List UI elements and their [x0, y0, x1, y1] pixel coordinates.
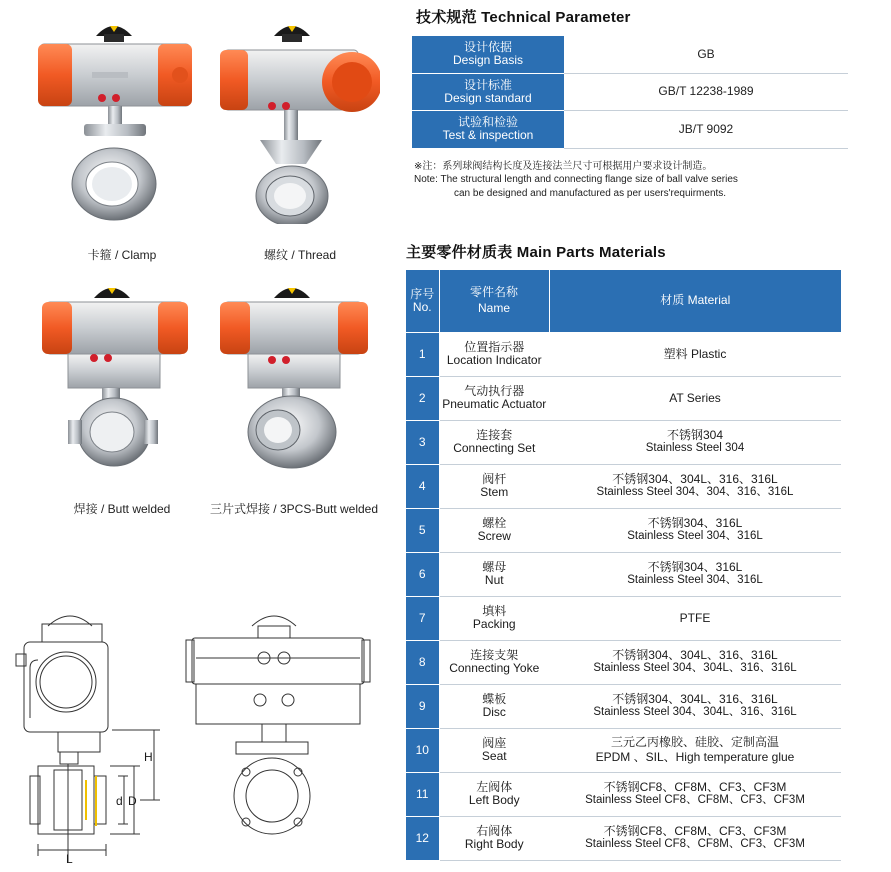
product-label: 卡箍 / Clamp: [87, 248, 157, 262]
product-clamp: [32, 14, 212, 262]
materials-row: [406, 816, 841, 860]
dim-d-large-label: D: [128, 794, 137, 808]
row-material: PTFE: [549, 596, 841, 640]
materials-row: [406, 552, 841, 596]
row-no: 1: [406, 332, 439, 376]
row-name: 位置指示器 Location Indicator: [439, 332, 549, 376]
row-no: 12: [406, 816, 439, 860]
row-name: 螺栓 Screw: [439, 508, 549, 552]
materials-row: [406, 508, 841, 552]
row-material: 不锈钢304、316L Stainless Steel 304、316L: [549, 552, 841, 596]
row-name: 右阀体 Right Body: [439, 816, 549, 860]
header-name: 零件名称 Name: [439, 270, 549, 332]
dim-d-small-label: d: [116, 794, 123, 808]
materials-row: [406, 332, 841, 376]
butt-welded-valve-image: [32, 280, 202, 490]
materials-title: 主要零件材质表 Main Parts Materials: [406, 244, 666, 261]
materials-row: [406, 464, 841, 508]
product-label: 三片式焊接 / 3PCS-Butt welded: [209, 502, 379, 516]
row-material: 不锈钢304、316L Stainless Steel 304、316L: [549, 508, 841, 552]
technical-label: 设计标准 Design standard: [412, 73, 564, 110]
row-name: 连接支架 Connecting Yoke: [439, 640, 549, 684]
materials-row: [406, 420, 841, 464]
row-no: 5: [406, 508, 439, 552]
row-no: 9: [406, 684, 439, 728]
technical-table: [412, 36, 848, 149]
technical-row: [412, 36, 848, 73]
technical-note-cn: ※注：系列球阀结构长度及连接法兰尺寸可根据用户要求设计制造。: [414, 161, 713, 172]
row-name: 气动执行器 Pneumatic Actuator: [439, 376, 549, 420]
technical-note-en-1: Note: The structural length and connecting flange size of ball valve series: [414, 174, 738, 185]
row-material: 塑料 Plastic: [549, 332, 841, 376]
product-3pcs-butt-welded: [198, 280, 390, 516]
technical-row: [412, 110, 848, 148]
row-material: 不锈钢304、304L、316、316L Stainless Steel 304、304、316、316L: [549, 464, 841, 508]
product-label: 焊接 / Butt welded: [73, 502, 171, 516]
row-material: 不锈钢304 Stainless Steel 304: [549, 420, 841, 464]
row-no: 8: [406, 640, 439, 684]
row-name: 蝶板 Disc: [439, 684, 549, 728]
technical-drawing: [0, 600, 400, 867]
materials-row: [406, 376, 841, 420]
row-name: 阀座 Seat: [439, 728, 549, 772]
side-view-drawing: [0, 600, 400, 867]
row-no: 7: [406, 596, 439, 640]
row-material: 不锈钢CF8、CF8M、CF3、CF3M Stainless Steel CF8、CF8M、CF3、CF3M: [549, 816, 841, 860]
row-no: 2: [406, 376, 439, 420]
materials-row: [406, 596, 841, 640]
header-material: 材质 Material: [549, 270, 841, 332]
row-material: 不锈钢CF8、CF8M、CF3、CF3M Stainless Steel CF8、CF8M、CF3、CF3M: [549, 772, 841, 816]
row-name: 阀杆 Stem: [439, 464, 549, 508]
row-no: 6: [406, 552, 439, 596]
row-no: 3: [406, 420, 439, 464]
row-no: 4: [406, 464, 439, 508]
materials-row: [406, 772, 841, 816]
row-name: 连接套 Connecting Set: [439, 420, 549, 464]
row-name: 左阀体 Left Body: [439, 772, 549, 816]
product-label: 螺纹 / Thread: [263, 248, 337, 262]
technical-note-en-2: can be designed and manufactured as per users'requirments.: [454, 188, 727, 199]
technical-title: 技术规范 Technical Parameter: [416, 9, 631, 26]
row-material: 不锈钢304、304L、316、316L Stainless Steel 304、304L、316、316L: [549, 684, 841, 728]
row-no: 11: [406, 772, 439, 816]
materials-row: [406, 728, 841, 772]
materials-table: [406, 270, 841, 861]
3pcs-butt-welded-valve-image: [198, 280, 388, 490]
technical-label: 试验和检验 Test & inspection: [412, 110, 564, 148]
thread-valve-image: [210, 14, 380, 224]
dim-l-label: L: [66, 852, 73, 866]
technical-value: GB/T 12238-1989: [564, 73, 848, 110]
row-material: 三元乙丙橡胶、硅胶、定制高温 EPDM 、SIL、High temperature glue: [549, 728, 841, 772]
row-no: 10: [406, 728, 439, 772]
dim-h-label: H: [144, 750, 153, 764]
product-butt-welded: [32, 280, 212, 516]
technical-value: JB/T 9092: [564, 110, 848, 148]
header-no: 序号 No.: [406, 270, 439, 332]
product-thread: [210, 14, 390, 262]
row-material: AT Series: [549, 376, 841, 420]
technical-row: [412, 73, 848, 110]
materials-header-row: [406, 270, 841, 332]
row-material: 不锈钢304、304L、316、316L Stainless Steel 304、304L、316、316L: [549, 640, 841, 684]
materials-row: [406, 640, 841, 684]
clamp-valve-image: [32, 14, 202, 224]
row-name: 螺母 Nut: [439, 552, 549, 596]
row-name: 填料 Packing: [439, 596, 549, 640]
technical-label: 设计依据 Design Basis: [412, 36, 564, 73]
technical-value: GB: [564, 36, 848, 73]
materials-row: [406, 684, 841, 728]
